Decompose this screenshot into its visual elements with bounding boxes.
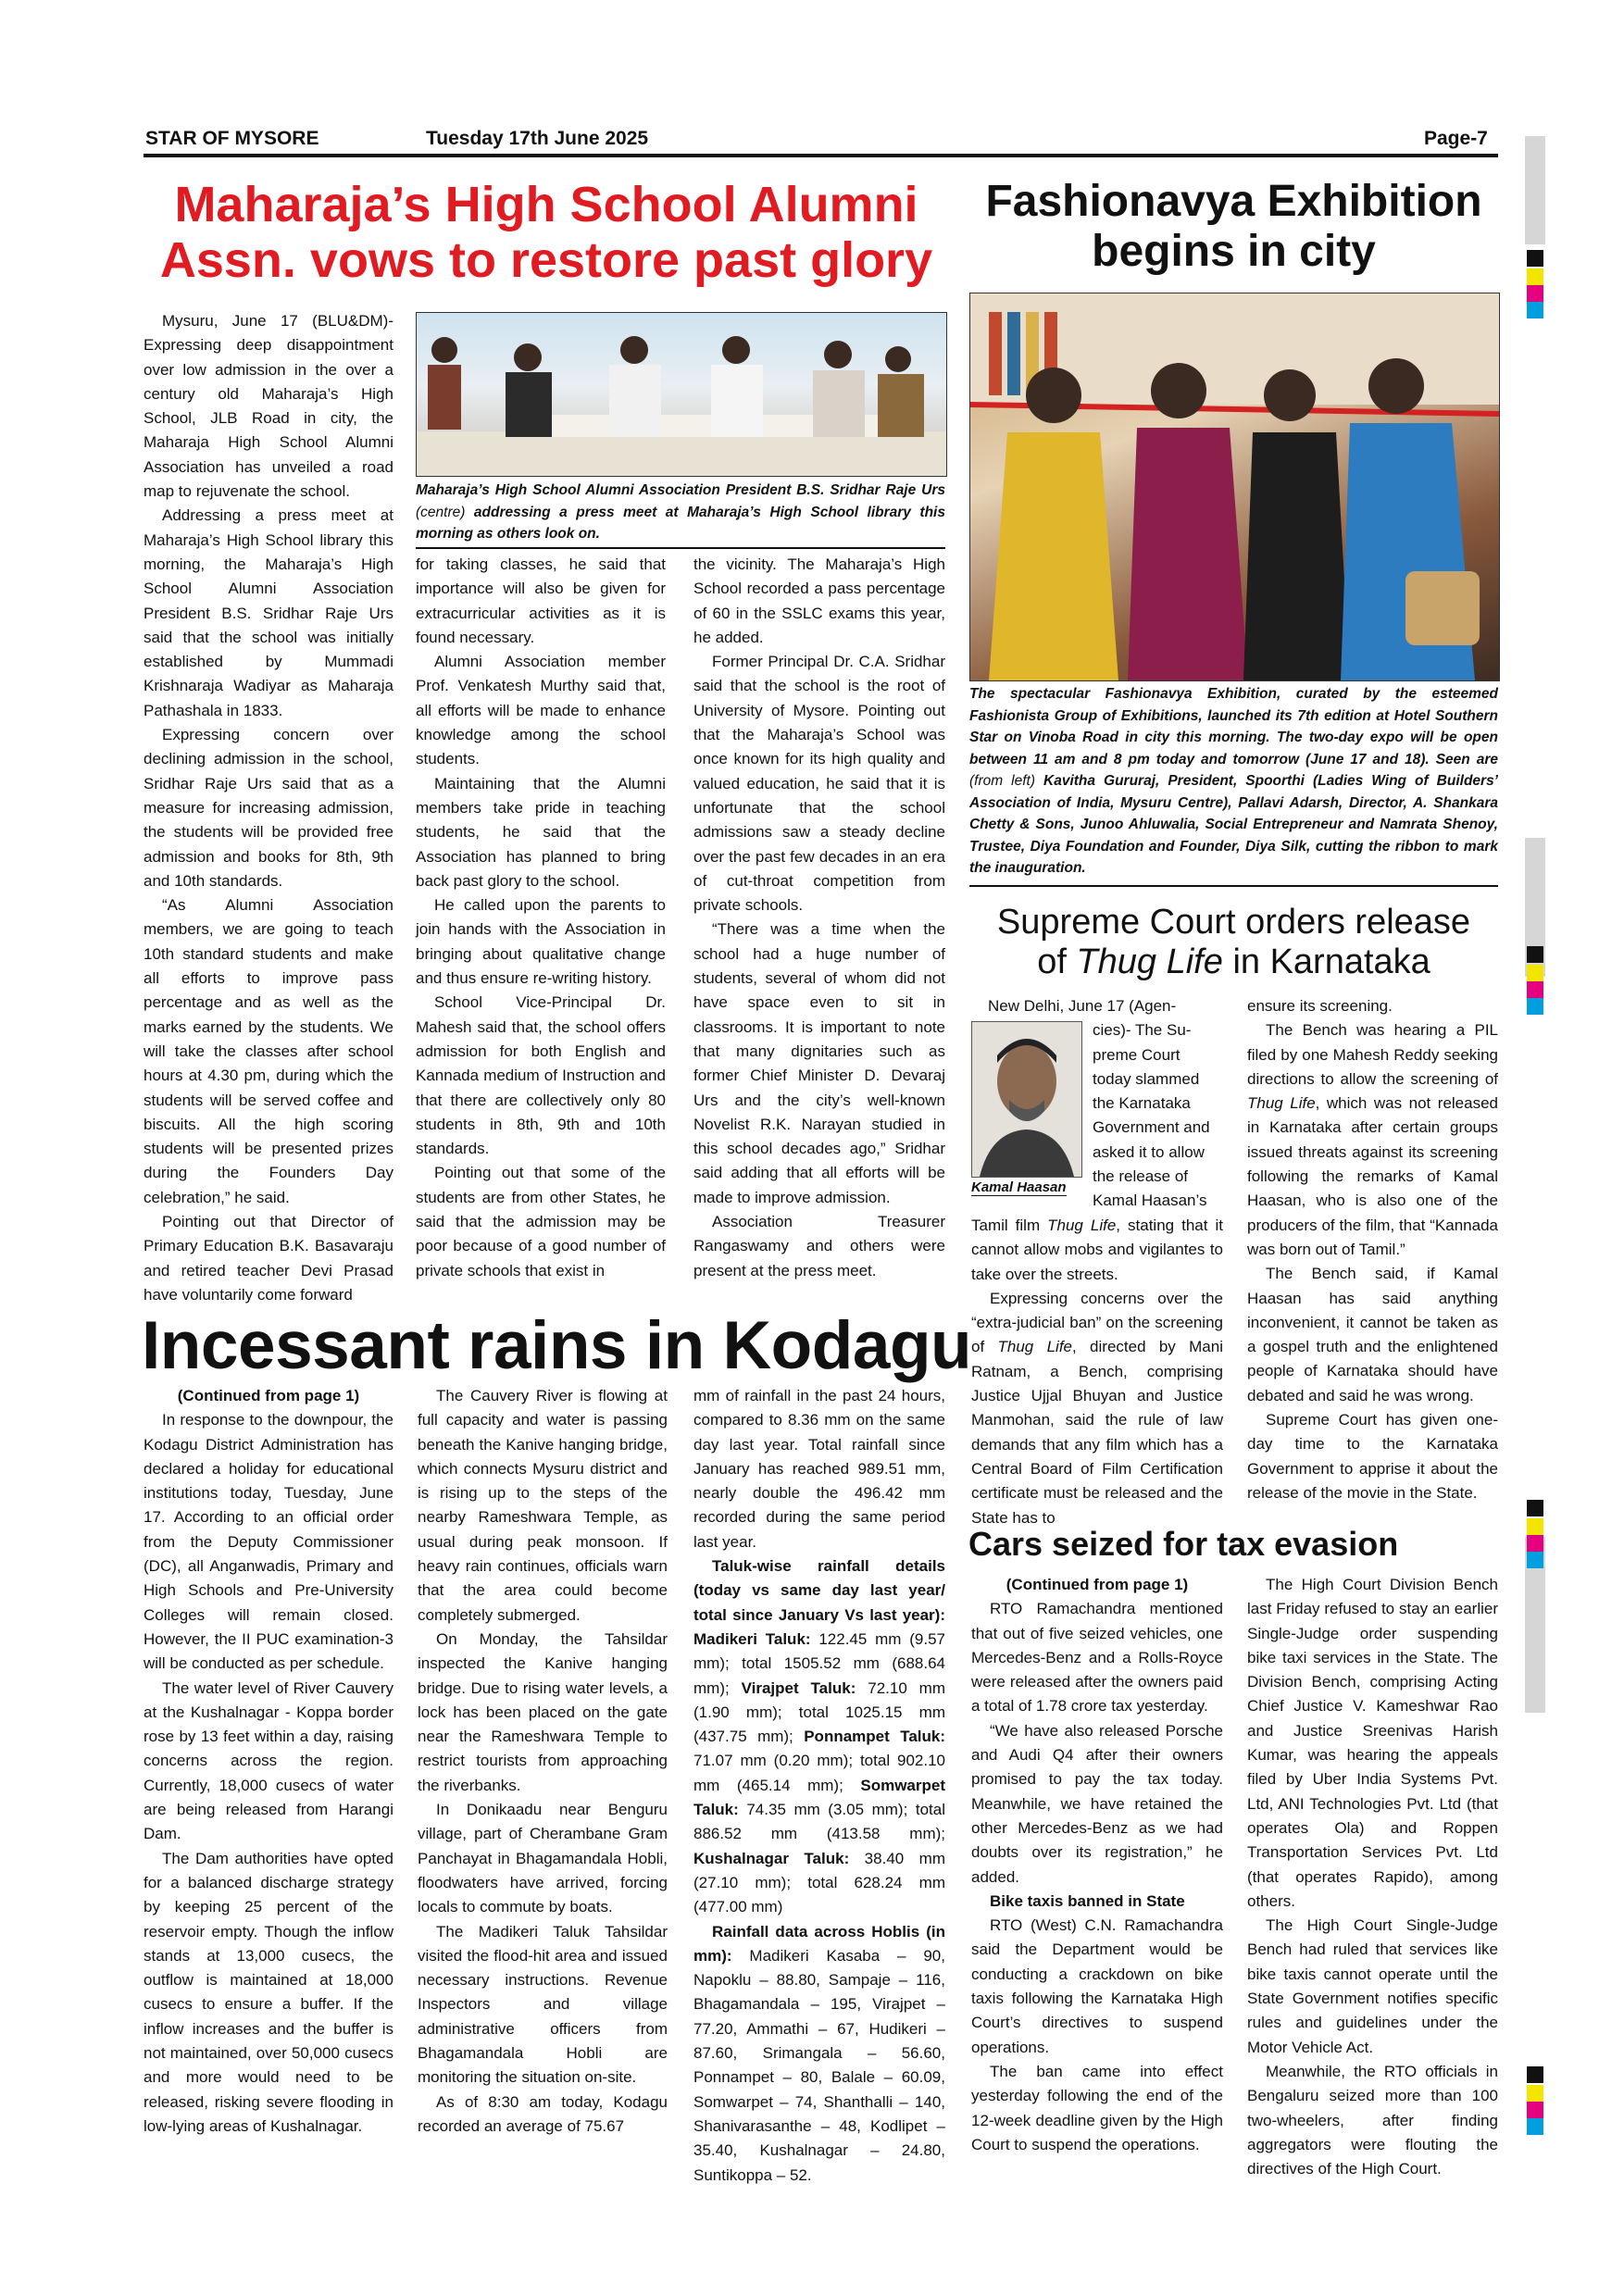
margin-bar [1525, 136, 1545, 244]
rains-column-2: The Cauvery River is flowing at full capacity and water is passing beneath the Kanive hanging bridge, which connects Mysuru district and is rising up to the steps of the nearby Rameshwara Temple, as usual during peak monsoon. If heavy rain continues, officials warn that the area could become completely submerged. On Monday, the Tahsildar inspected the Kanive hanging bridge. Due to rising water levels, a lock has been placed on the gate near the Rameshwara Temple to restrict tourists from approaching the riverbanks. In Donikaadu near Benguru village, part of Cherambane Gram Panchayat in Bhagamandala Hobli, floodwaters have arrived, forcing locals to commute by boats. The Madikeri Taluk Tahsildar visited the flood-hit area and issued necessary instructions. Revenue Inspectors and village administrative officers from Bhagamandala Hobli are monitoring the situation on-site. As of 8:30 am today, Kodagu recorded an average of 75.67 [418, 1387, 668, 2135]
page-number: Page-7 [1424, 128, 1488, 149]
alumni-column-3: the vicinity. The Maharaja’s High School recorded a pass percentage of 60 in the SSLC exams this year, he added. Former Principal Dr. C.A. Sridhar said that the school is the root of University of Mysore. Pointing out that the Maharaja’s School was once known for its high quality and valued education, he said that it is unfortunate that the school admissions saw a steady decline over the past few decades in an era of cut-throat competition from private schools. “There was a time when the school had a huge number of students, several of whom did not have space even to sit in classrooms. It is important to note that many dignitaries such as former Chief Minister D. Devaraj Urs and the city’s well-known Novelist R.K. Narayan studied in this school decades ago,” Sridhar said adding that all efforts will be made to improve admission. Association Treasurer Rangaswamy and others were present at the press meet. [693, 555, 945, 1279]
alumni-headline: Maharaja’s High School Alumni Assn. vows to restore past glory [159, 177, 933, 289]
fashion-headline: Fashionavya Exhibition begins in city [985, 177, 1482, 276]
newspaper-name: STAR OF MYSORE [145, 128, 319, 149]
photo-caption-kamal: Kamal Haasan [971, 1179, 1067, 1195]
rains-column-1: (Continued from page 1) In response to the downpour, the Kodagu District Administration has declared a holiday for educational institutions today, Tuesday, June 17. According to an official order from the Deputy Commissioner (DC), all Anganwadis, Primary and High Schools and Pre-University Colleges will remain closed. However, the II PUC examination-3 will be conducted as per schedule. The water level of River Cauvery at the Kushalnagar - Koppa border rose by 13 feet within a day, raising concerns across the region. Currently, 18,000 cusecs of water are being released from Harangi Dam. The Dam authorities have opted for a balanced discharge strategy by keeping 25 percent of the reservoir empty. Though the inflow stands at 13,000 cusecs, the outflow is maintained at 18,000 cusecs to ensure a buffer. If the inflow increases and the buffer is not maintained, over 50,000 cusecs and more would need to be released, risking severe flooding in low-lying areas of Kushalnagar. [144, 1387, 394, 2135]
cars-column-1: (Continued from page 1) RTO Ramachandra mentioned that out of five seized vehicles, one Mercedes-Benz and a Rolls-Royce were released after the owners paid a total of 1.78 crore tax yesterday. “We have also released Porsche and Audi Q4 after their owners promised to pay the tax today. Meanwhile, we have retained the other Mercedes-Benz as we had doubts over its registration,” he added. Bike taxis banned in State RTO (West) C.N. Ramachandra said the Department would be conducting a crackdown on bike taxis following the Karnataka High Court’s directives to suspend operations. The ban came into effect yesterday following the end of the 12-week deadline given by the High Court to suspend the operations. [971, 1576, 1223, 2153]
caption-rule [416, 547, 945, 549]
rains-headline: Incessant rains in Kodagu [142, 1308, 972, 1383]
court-wrap-text: New Delhi, June 17 (Agen- cies)- The Su- preme Court today slammed the Karnataka Government and asked it to allow the release of Kamal Haasan’s [988, 997, 1210, 1210]
cars-column-2: The High Court Division Bench last Friday refused to stay an earlier Single-Judge order suspending bike taxi services in the State. The Division Bench, comprising Acting Chief Justice V. Kameshwar Rao and Justice Sreenivas Harish Kumar, was hearing the appeals filed by Uber India Systems Pvt. Ltd, ANI Technologies Pvt. Ltd (that operates Ola) and Roppen Transportation Services Pvt. Ltd (that operates Rapido), among others. The High Court Single-Judge Bench had ruled that services like bike taxis cannot operate until the State Government notifies specific rules and guidelines under the Motor Vehicle Act. Meanwhile, the RTO officials in Bengaluru seized more than 100 two-wheelers, after finding aggregators were flouting the directives of the High Court. [1247, 1576, 1498, 2178]
court-column-2: ensure its screening. The Bench was hearing a PIL filed by one Mahesh Reddy seeking directions to allow the screening of Thug Life, which was not released in Karnataka after certain groups issued threats against its screening following the remarks of Kamal Haasan, who is also one of the producers of the film, that “Kannada was born out of Tamil.” The Bench said, if Kamal Haasan has said anything inconvenient, it cannot be taken as a gospel truth and the enlightened people of Karnataka should have debated and said he was wrong. Supreme Court has given one-day time to the Karnataka Government to apprise it about the release of the movie in the State. [1247, 997, 1498, 1502]
fashion-caption-rule [969, 885, 1498, 887]
bike-taxi-subhead: Bike taxis banned in State [990, 1891, 1185, 1910]
cars-headline: Cars seized for tax evasion [968, 1525, 1399, 1563]
rains-column-3: mm of rainfall in the past 24 hours, compared to 8.36 mm on the same day last year. Total rainfall since January has reached 989.51 mm, nearly double the 496.42 mm recorded during the same period last year. Taluk-wise rainfall details (today vs same day last year/ total since January Vs last year): Madikeri Taluk: 122.45 mm (9.57 mm); total 1505.52 mm (688.64 mm); Virajpet Taluk: 72.10 mm (1.90 mm); total 1025.15 mm (437.75 mm); Ponnampet Taluk: 71.07 mm (0.20 mm); total 902.10 mm (465.14 mm); Somwarpet Taluk: 74.35 mm (3.05 mm); total 886.52 mm (413.58 mm); Kushalnagar Taluk: 38.40 mm (27.10 mm); total 628.24 mm (477.00 mm) Rainfall data across Hoblis (in mm): Madikeri Kasaba – 90, Napoklu – 88.80, Sampaje – 116, Bhagamandala – 195, Virajpet – 77.20, Ammathi – 67, Hudikeri – 87.60, Srimangala – 56.60, Ponnampet – 80, Balale – 60.09, Somwarpet – 74, Shanthalli – 140, Shanivarasanthe – 48, Kodlipet – 35.40, Kushalnagar – 24.80, Suntikoppa – 52. [693, 1387, 946, 2184]
press-meet-illustration [417, 313, 946, 476]
portrait-illustration [972, 1022, 1081, 1177]
issue-date: Tuesday 17th June 2025 [426, 128, 649, 149]
alumni-column-1: Mysuru, June 17 (BLU&DM)- Expressing deep disappointment over low admission in the over a century old Maharaja’s High School, JLB Road in city, the Maharaja High School Alumni Association has unveiled a road map to rejuvenate the school. Addressing a press meet at Maharaja’s High School library this morning, the Maharaja’s High School Alumni Association President B.S. Sridhar Raje Urs said that the school was initially established by Mummadi Krishnaraja Wadiyar as Maharaja Pathashala in 1833. Expressing concern over declining admission in the school, Sridhar Raje Urs said that as a measure for increasing admission, the students will be provided free admission and books for 8th, 9th and 10th standards. “As Alumni Association members, we are going to teach 10th standard students and make all efforts to improve pass percentage and as well as the marks earned by the students. We will take the classes after school hours at 4.30 pm, during which the students will be served coffee and biscuits. All the high scoring students will be presented prizes during the Founders Day celebration,” he said. Pointing out that Director of Primary Education B.K. Basavaraju and retired teacher Devi Prasad have voluntarily come forward [144, 312, 394, 1304]
kamal-haasan-photo [971, 1021, 1082, 1178]
alumni-column-2: for taking classes, he said that importance will also be given for extracurricular activities as it is found necessary. Alumni Association member Prof. Venkatesh Murthy said that, all efforts will be made to enhance knowledge among the school students. Maintaining that the Alumni members take pride in teaching students, he said that the Association has planned to bring back past glory to the school. He called upon the parents to join hands with the Association in bringing about qualitative change and thus ensure re-writing history. School Vice-Principal Dr. Mahesh said that, the school offers admission for both English and Kannada medium of Instruction and that there are collectively only 80 students in 8th, 9th and 10th standards. Pointing out that some of the students are from other States, he said that the admission may be poor because of a good number of private schools that exist in [416, 555, 666, 1279]
fashion-ribbon-cutting-photo [969, 293, 1500, 681]
ribbon-cutting-illustration [970, 293, 1499, 680]
alumni-photo-caption: Maharaja’s High School Alumni Association President B.S. Sridhar Raje Urs (centre) addressing a press meet at Maharaja’s High School library this morning as others look on. [416, 482, 945, 542]
alumni-press-meet-photo [416, 312, 947, 477]
court-headline: Supreme Court orders release of Thug Life in Karnataka [996, 903, 1471, 981]
masthead-rule [144, 154, 1498, 157]
fashion-photo-caption: The spectacular Fashionavya Exhibition, curated by the esteemed Fashionista Group of Exhibitions, launched its 7th edition at Hotel Southern Star on Vinoba Road in city this morning. The two-day expo will be open between 11 am and 8 pm today and tomorrow (June 17 and 18). Seen are (from left) Kavitha Gururaj, President, Spoorthi (Ladies Wing of Builders’ Association of India, Mysuru Centre), Pallavi Adarsh, Director, A. Shankara Chetty & Sons, Junoo Ahluwalia, Social Entrepreneur and Namrata Shenoy, Trustee, Diya Foundation and Founder, Diya Silk, cutting the ribbon to mark the inauguration. [969, 686, 1498, 876]
court-column-1: Tamil film Thug Life, stating that it cannot allow mobs and vigilantes to take over the streets. Expressing concerns over the “extra-judicial ban” on the screening of Thug Life, directed by Mani Ratnam, a Bench, comprising Justice Ujjal Bhuyan and Justice Manmohan, said the rule of law demands that any film which has a Central Board of Film Certification certificate must be released and the State has to [971, 1217, 1223, 1527]
